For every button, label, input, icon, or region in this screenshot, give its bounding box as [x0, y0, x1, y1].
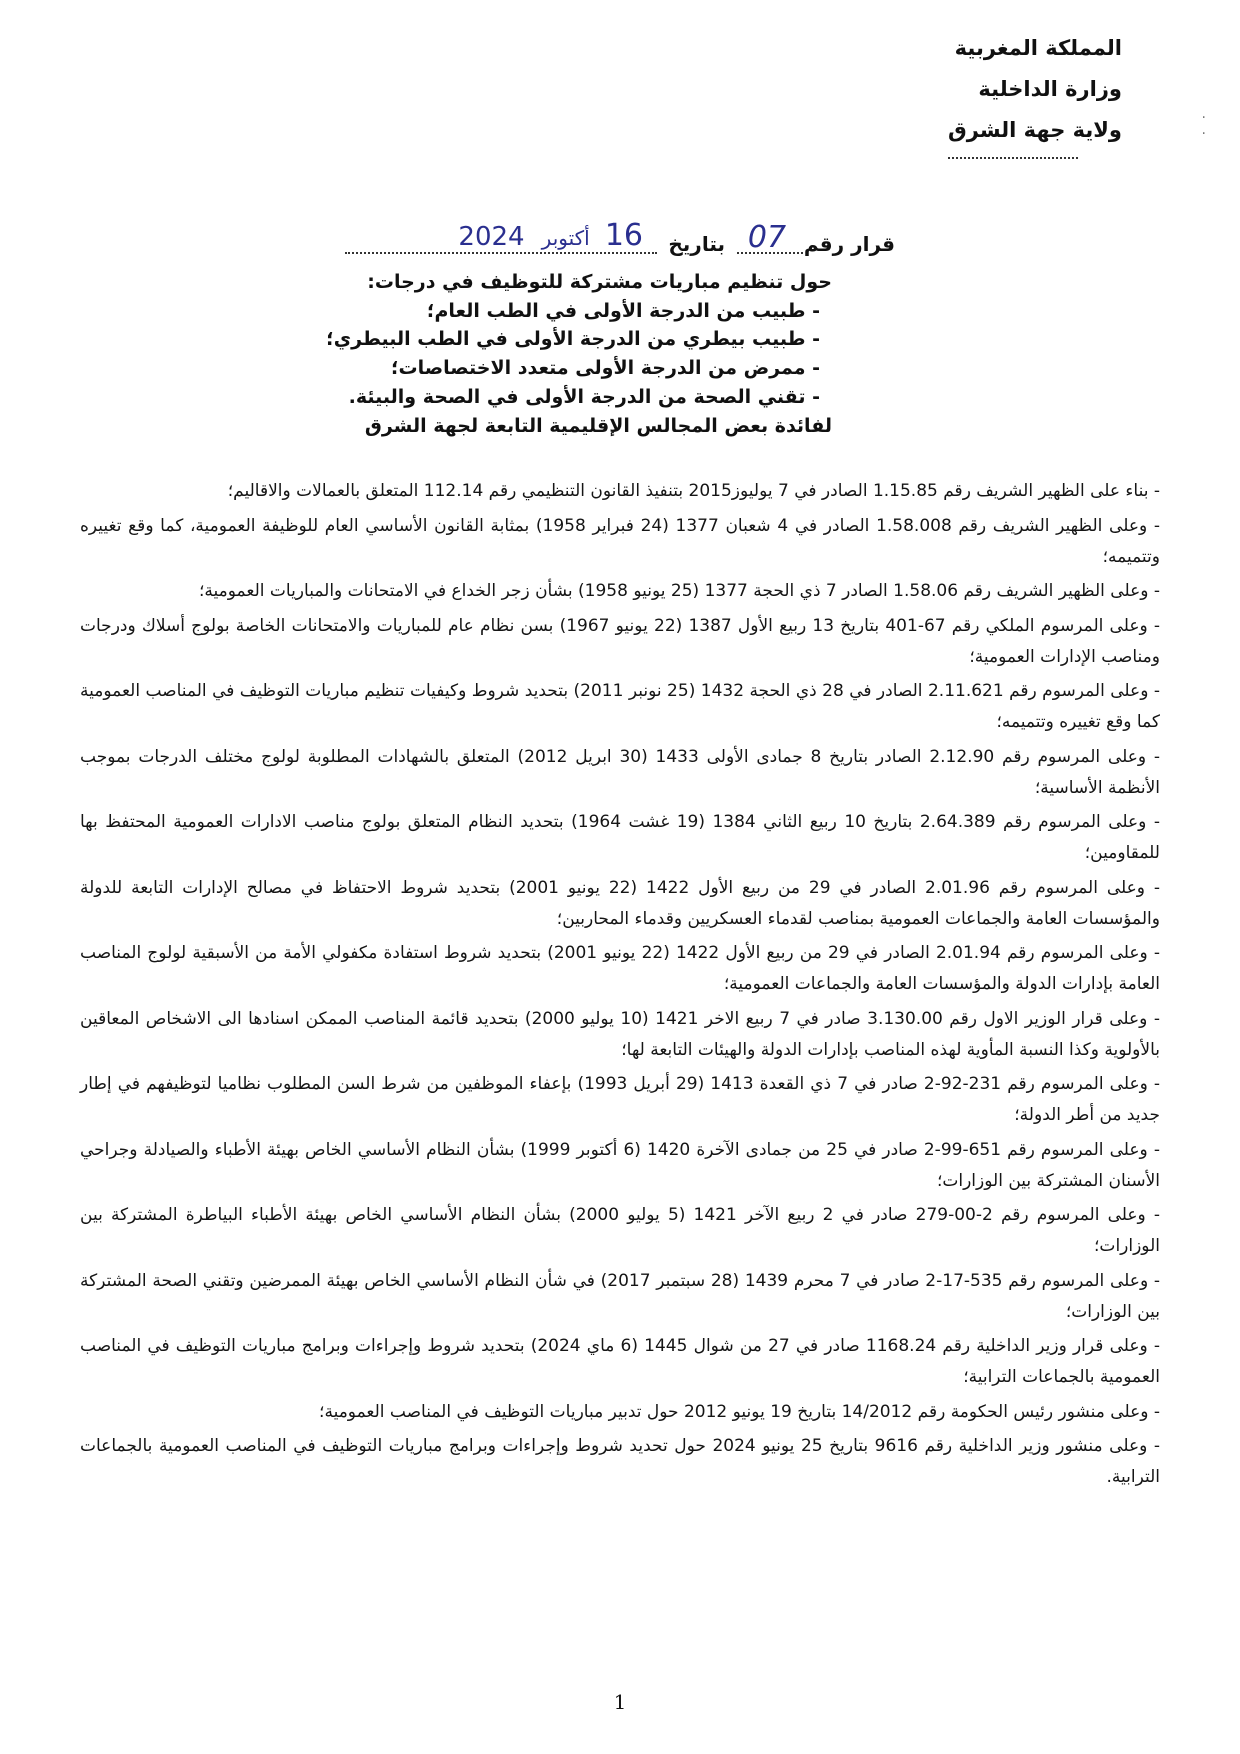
decision-subject	[326, 268, 832, 440]
recital-item: - وعلى منشور رئيس الحكومة رقم 14/2012 بتاريخ 19 يونيو 2012 حول تدبير مباريات التوظيف في المناصب العمومية؛	[319, 1401, 1160, 1422]
subject-intro: حول تنظيم مباريات مشتركة للتوظيف في درجات:	[367, 271, 832, 293]
decision-line	[345, 218, 895, 262]
margin-mark: ·	[1201, 110, 1206, 126]
ministry-name: وزارة الداخلية	[978, 77, 1122, 101]
page-number: 1	[613, 1690, 627, 1714]
recital-item: - وعلى المرسوم الملكي رقم 67-401 بتاريخ 13 ربيع الأول 1387 (22 يونيو 1967) بسن نظام عام للمباريات والامتحانات الخاصة بولوج أسلاك ودرجات ومناصب الإدارات العمومية؛	[80, 615, 1161, 667]
recitals-list	[80, 476, 1160, 1497]
subject-item: - طبيب بيطري من الدرجة الأولى في الطب البيطري؛	[326, 328, 820, 351]
region-name: ولاية جهة الشرق	[948, 118, 1122, 142]
letterhead	[948, 28, 1122, 159]
margin-mark: ·	[1201, 126, 1206, 142]
recital-item: - وعلى المرسوم رقم 651-99-2 صادر في 25 من جمادى الآخرة 1420 (6 أكتوبر 1999) بشأن النظام الأساسي الخاص بهيئة الأطباء والصيادلة وجراحي الأسنان المشتركة بين الوزارات؛	[80, 1139, 1160, 1191]
date-day: 16	[604, 218, 643, 253]
handwritten-date	[458, 218, 643, 253]
subject-item: - تقني الصحة من الدرجة الأولى في الصحة والبيئة.	[348, 385, 820, 408]
date-label: بتاريخ	[668, 232, 725, 256]
kingdom-name: المملكة المغربية	[954, 36, 1122, 60]
recital-item: - وعلى قرار الوزير الاول رقم 3.130.00 صادر في 7 ربيع الاخر 1421 (10 يوليو 2000) بتحديد قائمة المناصب الممكن اسنادها الى الاشخاص المعاقين بالأولوية وكذا النسبة المأوية لهذه المناصب بإدارات الدولة والهيئات التابعة لها؛	[80, 1008, 1160, 1060]
date-year: 2024	[458, 222, 525, 252]
recital-item: - وعلى المرسوم رقم 535-17-2 صادر في 7 محرم 1439 (28 سبتمبر 2017) في شأن النظام الأساسي الخاص بهيئة الممرضين وتقني الصحة المشتركة بين الوزارات؛	[80, 1270, 1161, 1322]
recital-item: - وعلى المرسوم رقم 2.12.90 الصادر بتاريخ 8 جمادى الأولى 1433 (30 ابريل 2012) المتعلق بالشهادات المطلوبة لولوج مختلف الدرجات بموجب الأنظمة الأساسية؛	[80, 746, 1160, 798]
recital-item: - وعلى الظهير الشريف رقم 1.58.06 الصادر 7 ذي الحجة 1377 (25 يونيو 1958) بشأن زجر الخداع في الامتحانات والمباريات العمومية؛	[199, 581, 1160, 601]
recital-item: - بناء على الظهير الشريف رقم 1.15.85 الصادر في 7 يوليوز2015 بتنفيذ القانون التنظيمي رقم 112.14 المتعلق بالعمالات والاقاليم؛	[227, 481, 1160, 501]
recital-item: - وعلى منشور وزير الداخلية رقم 9616 بتاريخ 25 يونيو 2024 حول تحديد شروط وإجراءات وبرامج مباريات التوظيف في المناصب العمومية بالجماعات الترابية.	[80, 1436, 1161, 1487]
header-dotted-line	[948, 155, 1078, 159]
recital-item: - وعلى المرسوم رقم 2-00-279 صادر في 2 ربيع الآخر 1421 (5 يوليو 2000) بشأن النظام الأساسي الخاص بهيئة الأطباء البياطرة المشتركة بين الوزارات؛	[80, 1205, 1160, 1256]
recital-item: - وعلى الظهير الشريف رقم 1.58.008 الصادر في 4 شعبان 1377 (24 فبراير 1958) بمثابة القانون الأساسي العام للوظيفة العمومية، كما وقع تغييره وتتميمه؛	[80, 515, 1160, 567]
recital-item: - وعلى المرسوم رقم 2.64.389 بتاريخ 10 ربيع الثاني 1384 (19 غشت 1964) بتحديد النظام المتعلق بولوج مناصب الادارات العمومية المحتفظ بها للمقاومين؛	[80, 812, 1160, 863]
subject-closing: لفائدة بعض المجالس الإقليمية التابعة لجهة الشرق	[364, 414, 832, 437]
subject-item: - ممرض من الدرجة الأولى متعدد الاختصاصات؛	[390, 357, 820, 380]
recital-item: - وعلى المرسوم رقم 2.11.621 الصادر في 28 ذي الحجة 1432 (25 نونبر 2011) بتحديد شروط وكيفيات تنظيم مباريات التوظيف في المناصب العمومية كما وقع تغييره وتتميمه؛	[80, 681, 1160, 732]
decision-label: قرار رقم	[803, 232, 895, 256]
recital-item: - وعلى المرسوم رقم 2.01.96 الصادر في 29 من ربيع الأول 1422 (22 يونيو 2001) بتحديد شروط الاحتفاظ في مصالح الإدارات التابعة للدولة والمؤسسات العامة والجماعات العمومية بمناصب لقدماء العسكريين وقدماء المحاربين؛	[80, 877, 1160, 929]
decision-number: 07	[747, 220, 787, 255]
subject-item: - طبيب من الدرجة الأولى في الطب العام؛	[426, 299, 820, 322]
recital-item: - وعلى المرسوم رقم 231-92-2 صادر في 7 ذي القعدة 1413 (29 أبريل 1993) بإعفاء الموظفين من شرط السن المطلوب نظاميا لتوظيفهم في إطار جديد من أطر الدولة؛	[80, 1074, 1161, 1125]
recital-item: - وعلى قرار وزير الداخلية رقم 1168.24 صادر في 27 من شوال 1445 (6 ماي 2024) بتحديد شروط وإجراءات وبرامج مباريات التوظيف في المناصب العمومية بالجماعات الترابية؛	[80, 1336, 1161, 1387]
date-month: أكتوبر	[541, 226, 590, 250]
recital-item: - وعلى المرسوم رقم 2.01.94 الصادر في 29 من ربيع الأول 1422 (22 يونيو 2001) بتحديد شروط استفادة مكفولي الأمة من الأسبقية لولوج المناصب العامة بإدارات الدولة والمؤسسات العامة والجماعات العمومية؛	[80, 943, 1160, 994]
